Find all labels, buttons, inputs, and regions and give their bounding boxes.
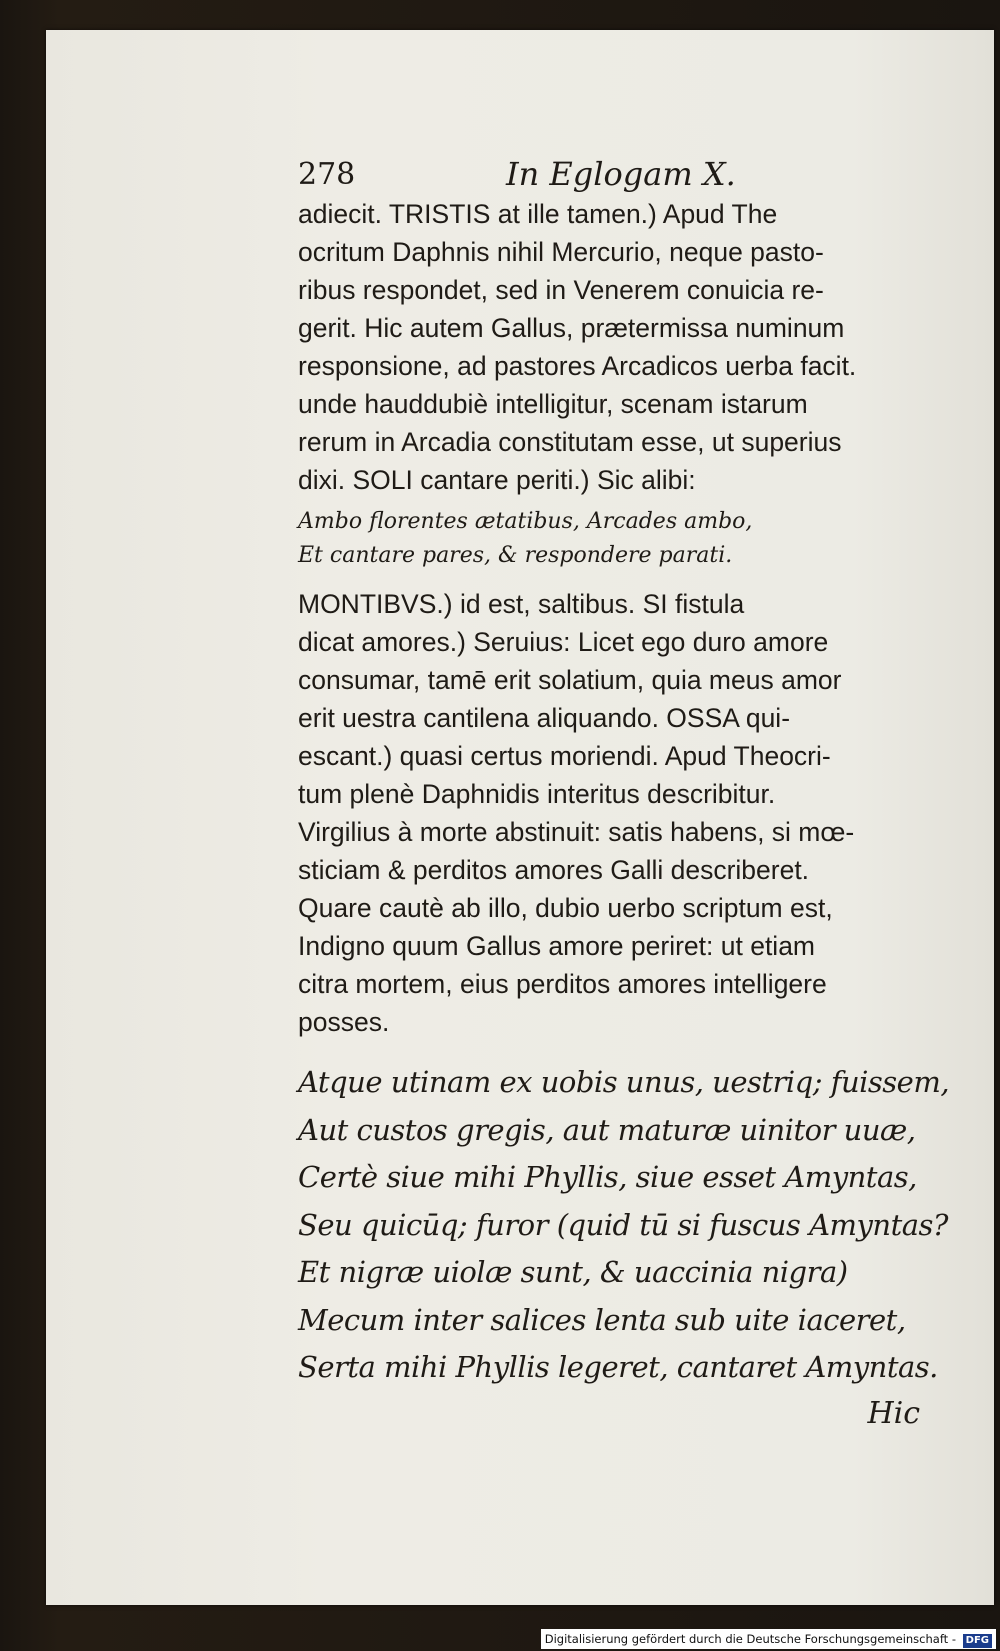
- text-line: dicat amores.) Seruius: Licet ego duro amore: [298, 627, 829, 657]
- verse-line: Aut custos gregis, aut maturæ uinitor uuæ,: [298, 1112, 916, 1147]
- text-line: citra mortem, eius perditos amores intelligere: [298, 969, 827, 999]
- text-line: MONTIBVS.) id est, saltibus. SI fistula: [298, 589, 745, 619]
- page-header: [298, 155, 932, 195]
- verse-line: Et cantare pares, & respondere parati.: [298, 543, 733, 568]
- dfg-logo: DFG: [963, 1634, 992, 1648]
- text-line: unde hauddubiè intelligitur, scenam istarum: [298, 389, 808, 419]
- dfg-footer: [541, 1629, 996, 1649]
- catchword: Hic: [867, 1395, 920, 1431]
- text-line: Quare cautè ab illo, dubio uerbo scriptum est,: [298, 893, 833, 923]
- verse-line: Seu quicūq; furor (quid tū si fuscus Amyntas?: [298, 1207, 948, 1242]
- text-line: erit uestra cantilena aliquando. OSSA qui-: [298, 703, 791, 733]
- text-line: responsione, ad pastores Arcadicos uerba facit.: [298, 351, 857, 381]
- text-line: gerit. Hic autem Gallus, prætermissa numinum: [298, 313, 845, 343]
- text-line: dixi. SOLI cantare periti.) Sic alibi:: [298, 465, 696, 495]
- verse-line: Serta mihi Phyllis legeret, cantaret Amyntas.: [298, 1350, 938, 1384]
- verse-line: Mecum inter salices lenta sub uite iaceret,: [298, 1302, 906, 1337]
- text-line: posses.: [298, 1007, 390, 1037]
- commentary-paragraph-2: [298, 585, 932, 1041]
- page-text-block: [298, 155, 950, 1436]
- text-line: Virgilius à morte abstinuit: satis habens, si mœ-: [298, 817, 855, 847]
- commentary-paragraph-1: [298, 195, 932, 499]
- verse-line: Certè siue mihi Phyllis, siue esset Amyntas,: [298, 1160, 917, 1194]
- verse-line: Ambo florentes ætatibus, Arcades ambo,: [298, 509, 753, 534]
- verse-line: Atque utinam ex uobis unus, uestriq; fuissem,: [298, 1065, 950, 1099]
- text-line: rerum in Arcadia constitutam esse, ut superius: [298, 427, 842, 457]
- running-head: In Eglogam X.: [506, 155, 736, 193]
- text-line: tum plenè Daphnidis interitus describitur.: [298, 779, 776, 809]
- verse-line: Et nigræ uiolæ sunt, & uaccinia nigra): [298, 1255, 848, 1289]
- text-line: ribus respondet, sed in Venerem conuicia re-: [298, 275, 824, 305]
- text-line: consumar, tamē erit solatium, quia meus amor: [298, 665, 842, 695]
- page-number: 278: [298, 157, 356, 192]
- text-line: ocritum Daphnis nihil Mercurio, neque pasto-: [298, 237, 824, 267]
- text-line: escant.) quasi certus moriendi. Apud Theocri-: [298, 741, 831, 771]
- text-line: sticiam & perditos amores Galli describeret.: [298, 855, 810, 885]
- verse-quotation-2: [298, 1059, 950, 1392]
- text-line: Indigno quum Gallus amore periret: ut etiam: [298, 931, 816, 961]
- text-line: adiecit. TRISTIS at ille tamen.) Apud The: [298, 199, 778, 229]
- verse-quotation-1: [298, 505, 932, 573]
- funding-notice: Digitalisierung gefördert durch die Deutsche Forschungsgemeinschaft -: [544, 1632, 956, 1646]
